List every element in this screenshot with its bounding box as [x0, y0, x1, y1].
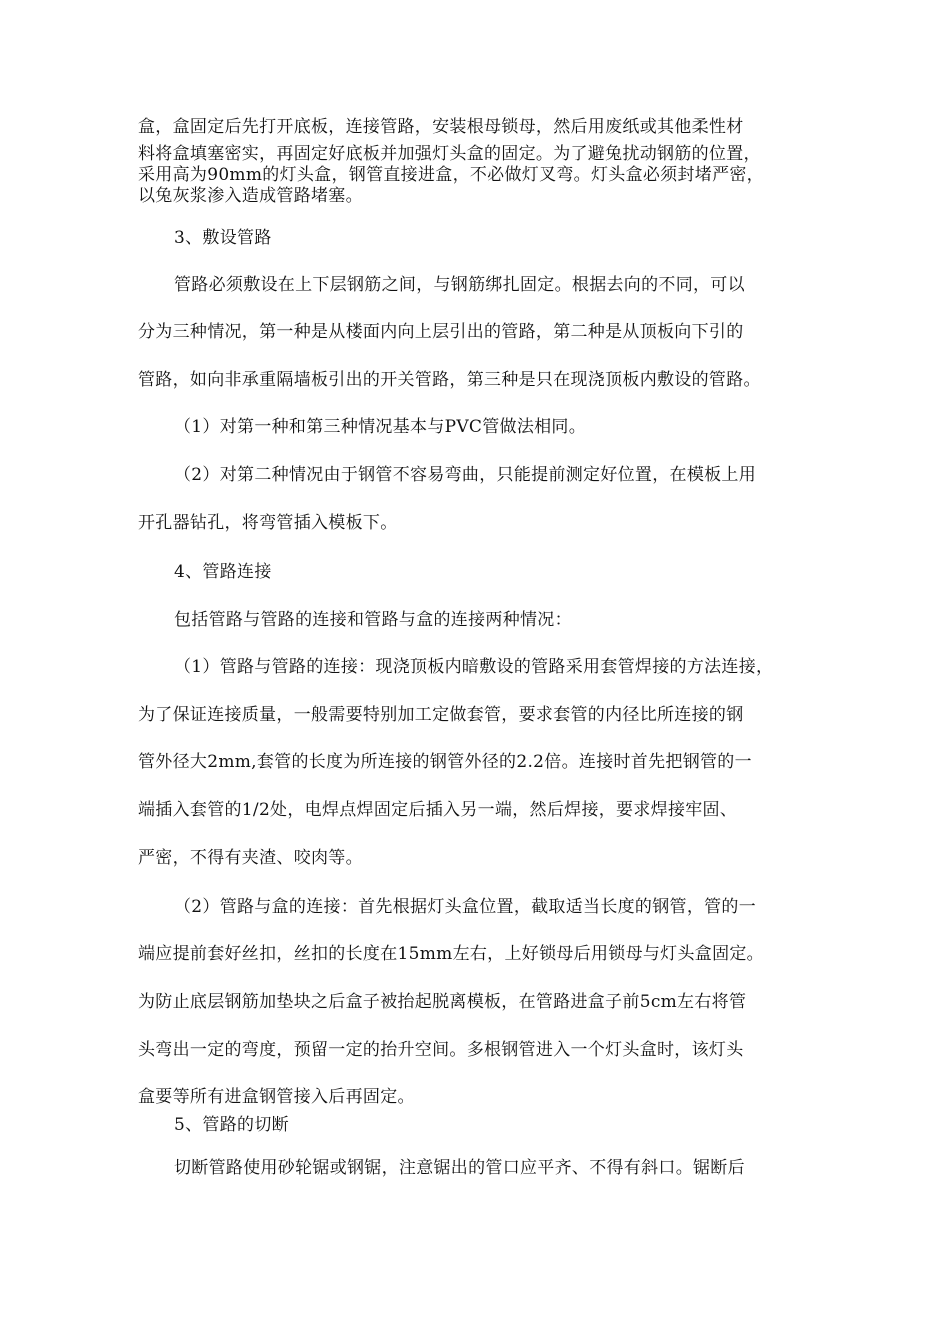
- paragraph-line: 头弯出一定的弯度，预留一定的抬升空间。多根钢管进入一个灯头盒时，该灯头: [138, 1040, 744, 1060]
- list-item: （2）管路与盒的连接：首先根据灯头盒位置，截取适当长度的钢管，管的一: [174, 897, 757, 917]
- paragraph-line: 管外径大2mm,套管的长度为所连接的钢管外径的2.2倍。连接时首先把钢管的一: [138, 752, 752, 772]
- list-item: （1）管路与管路的连接：现浇顶板内暗敷设的管路采用套管焊接的方法连接，: [174, 657, 774, 677]
- paragraph-line: 管路，如向非承重隔墙板引出的开关管路，第三种是只在现浇顶板内敷设的管路。: [138, 370, 761, 390]
- paragraph-line: 管路必须敷设在上下层钢筋之间，与钢筋绑扎固定。根据去向的不同，可以: [174, 275, 745, 295]
- paragraph-line: 分为三种情况，第一种是从楼面内向上层引出的管路，第二种是从顶板向下引的: [138, 322, 744, 342]
- list-item: （1）对第一种和第三种情况基本与PVC管做法相同。: [174, 417, 587, 437]
- paragraph-line: 以兔灰浆渗入造成管路堵塞。: [138, 186, 363, 206]
- section-heading-4: 4、管路连接: [174, 562, 272, 582]
- section-heading-5: 5、管路的切断: [174, 1115, 289, 1135]
- paragraph-line: 严密，不得有夹渣、咬肉等。: [138, 848, 363, 868]
- paragraph-line: 包括管路与管路的连接和管路与盒的连接两种情况：: [174, 610, 572, 630]
- paragraph-line: 为了保证连接质量，一般需要特别加工定做套管，要求套管的内径比所连接的钢: [138, 705, 744, 725]
- paragraph-line: 切断管路使用砂轮锯或钢锯，注意锯出的管口应平齐、不得有斜口。锯断后: [174, 1158, 745, 1178]
- paragraph-line: 盒，盒固定后先打开底板，连接管路，安装根母锁母，然后用废纸或其他柔性材: [138, 117, 744, 137]
- section-heading-3: 3、敷设管路: [174, 228, 272, 248]
- paragraph-line: 料将盒填塞密实，再固定好底板并加强灯头盒的固定。为了避兔扰动钢筋的位置，: [138, 144, 761, 164]
- paragraph-line: 盒要等所有进盒钢管接入后再固定。: [138, 1087, 415, 1107]
- paragraph-line: 端插入套管的1/2处，电焊点焊固定后插入另一端，然后焊接，要求焊接牢固、: [138, 800, 738, 820]
- paragraph-line: 为防止底层钢筋加垫块之后盒子被抬起脱离模板，在管路进盒子前5cm左右将管: [138, 992, 747, 1012]
- paragraph-line: 端应提前套好丝扣，丝扣的长度在15mm左右，上好锁母后用锁母与灯头盒固定。: [138, 944, 764, 964]
- paragraph-line: 采用高为90mm的灯头盒，钢管直接进盒，不必做灯叉弯。灯头盒必须封堵严密，: [138, 165, 764, 185]
- paragraph-line: 开孔器钻孔，将弯管插入模板下。: [138, 513, 398, 533]
- list-item: （2）对第二种情况由于钢管不容易弯曲，只能提前测定好位置，在模板上用: [174, 465, 757, 485]
